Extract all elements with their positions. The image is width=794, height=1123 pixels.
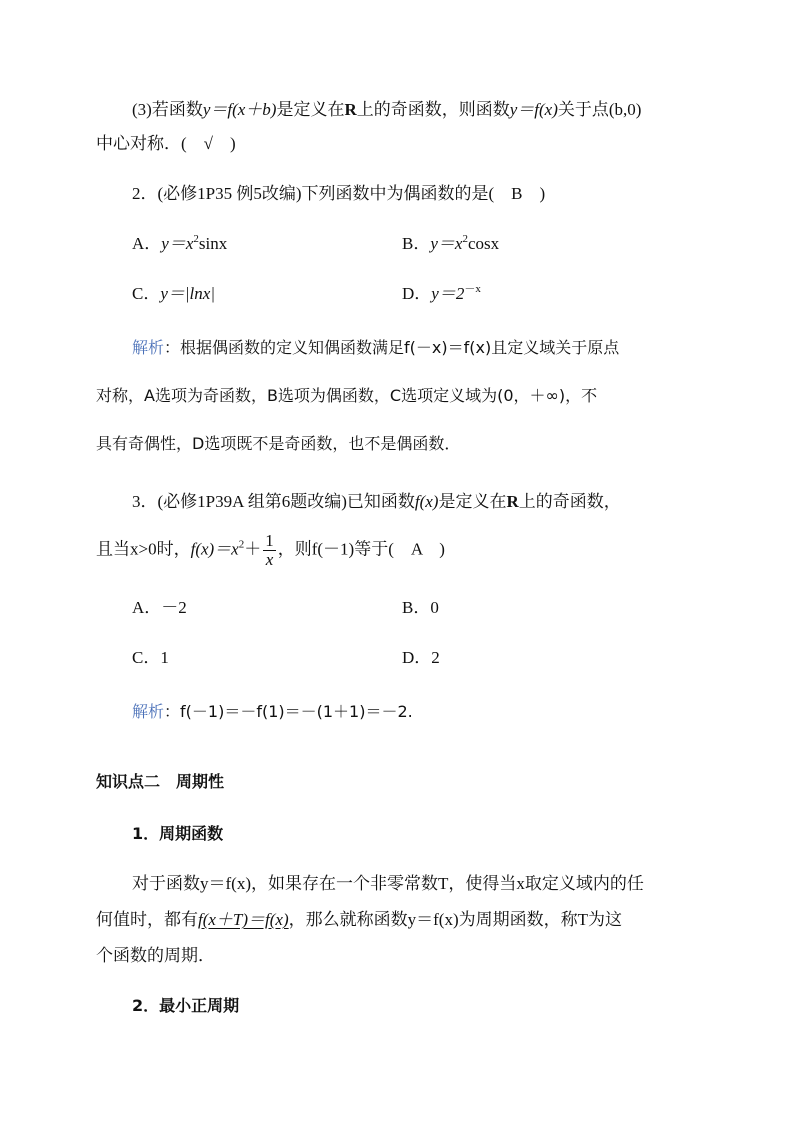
definition-line1: 对于函数y＝f(x)，如果存在一个非零常数T，使得当x取定义域内的任 <box>132 874 644 893</box>
problem2-analysis-line2: 对称，A选项为奇函数，B选项为偶函数，C选项定义域为(0，＋∞)，不 <box>96 386 598 405</box>
problem3-stem-line1: 3．(必修1P39A 组第6题改编)已知函数f(x)是定义在R上的奇函数， <box>132 492 621 511</box>
analysis-label: 解析 <box>132 702 165 721</box>
problem2-stem: 2．(必修1P35 例5改编)下列函数中为偶函数的是( B ) <box>132 184 546 203</box>
q3-statement-line1: (3)若函数y＝f(x＋b)是定义在R上的奇函数，则函数y＝f(x)关于点(b,0) <box>132 100 642 119</box>
problem3-stem-line2: 且当x>0时，$f(x)=x^2+$ $\frac{1}{x}$ ，则f(－1)等于( A ) <box>96 531 445 569</box>
subsection-min-period: 2．最小正周期 <box>132 996 240 1015</box>
problem3-analysis: 解析：f(－1)＝－f(1)＝－(1＋1)＝－2. <box>132 702 413 721</box>
problem2-analysis-line1: 解析：根据偶函数的定义知偶函数满足f(－x)＝f(x)且定义域关于原点 <box>132 338 620 357</box>
fraction-one-over-x: $\frac{1}{x}$ <box>265 531 274 569</box>
problem2-option-c: C．y＝|lnx| <box>132 284 216 303</box>
definition-line3: 个函数的周期． <box>96 946 215 965</box>
analysis-label: 解析 <box>132 338 165 357</box>
subsection-periodic-function: 1．周期函数 <box>132 824 224 843</box>
definition-blank-answer: f(x＋T)＝f(x) <box>198 910 289 929</box>
problem3-option-d: D．2 <box>402 648 440 667</box>
problem2-option-d: D．$y=2^{-x}$ <box>402 283 481 303</box>
definition-line2: 何值时，都有f(x＋T)＝f(x)，那么就称函数y＝f(x)为周期函数，称T为这 <box>96 910 623 929</box>
problem3-option-c: C．1 <box>132 648 169 667</box>
problem2-option-a: A．$y=x^2\sin x$ <box>132 233 228 253</box>
section-title: 知识点二 周期性 <box>96 772 225 791</box>
problem3-option-a: A．－2 <box>132 598 187 617</box>
problem2-analysis-line3: 具有奇偶性，D选项既不是奇函数，也不是偶函数． <box>96 434 461 453</box>
q3-statement-line2: 中心对称．( √ ) <box>96 134 236 153</box>
problem3-option-b: B．0 <box>402 598 439 617</box>
problem2-option-b: B．$y=x^2\cos x$ <box>402 233 500 253</box>
